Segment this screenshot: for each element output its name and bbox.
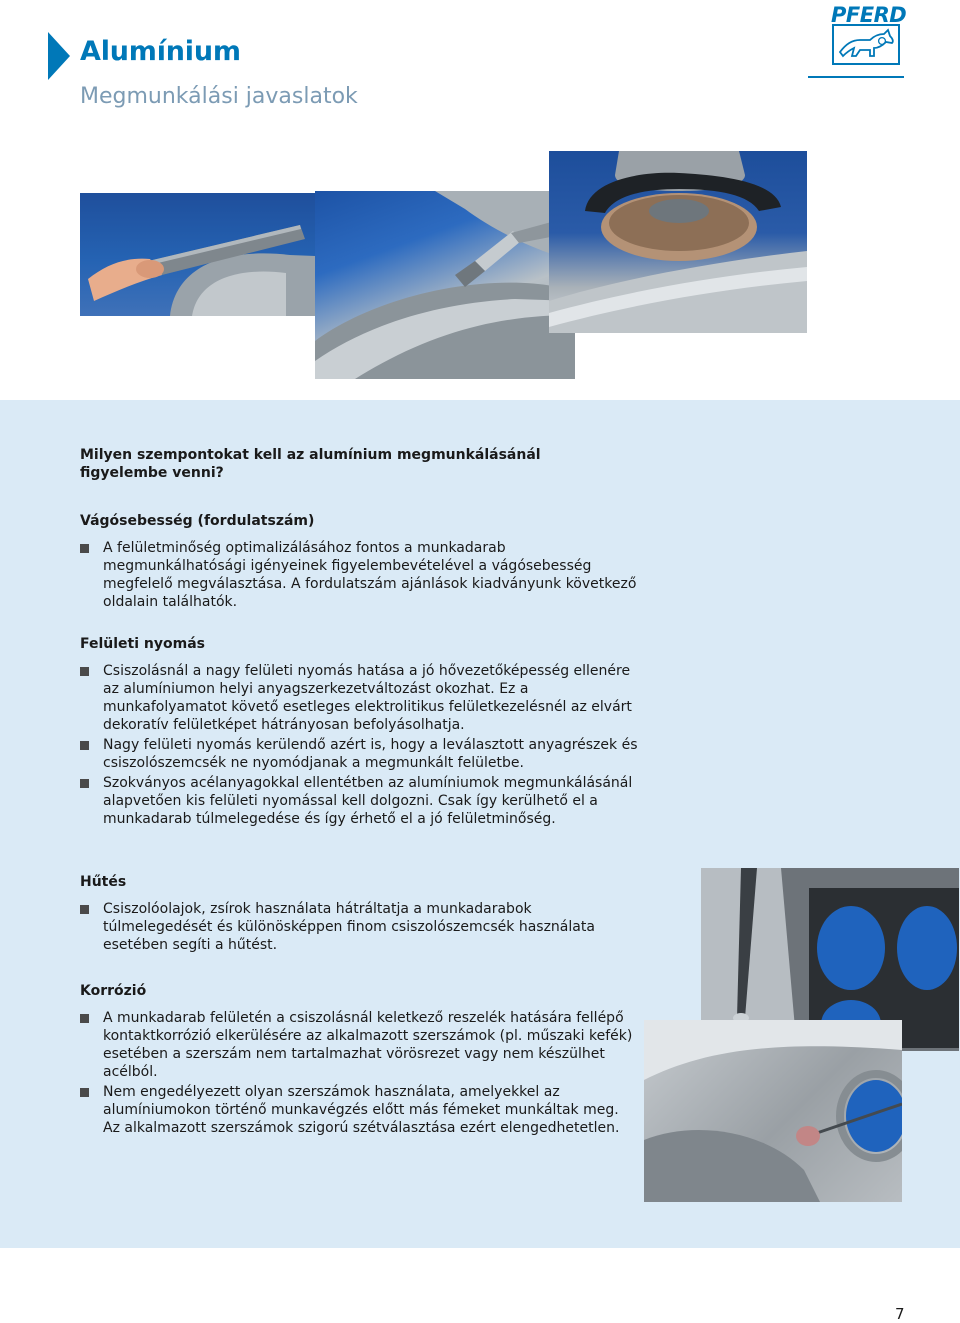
header-rule [808, 76, 904, 78]
page-subtitle: Megmunkálási javaslatok [80, 84, 358, 109]
section-cooling [80, 873, 640, 956]
horse-logo-icon [832, 24, 900, 65]
bullet-square-icon [80, 544, 89, 553]
intro-question: Milyen szempontokat kell az alumínium megmunkálásánál figyelembe venni? [80, 447, 541, 481]
list-item-text: Nagy felületi nyomás kerülendő azért is, hogy a leválasztott anyagrészek és csiszolószemcsék ne nyomódjanak a megmunkált felületbe. [103, 737, 638, 771]
list-item [80, 900, 640, 954]
bullet-square-icon [80, 905, 89, 914]
list-item [80, 774, 640, 828]
section-cutting-speed [80, 512, 640, 613]
photo-carbide-burr [315, 191, 575, 379]
section-surface-pressure [80, 635, 640, 830]
bullet-square-icon [80, 779, 89, 788]
section-heading: Felületi nyomás [80, 636, 205, 652]
page-number: 7 [895, 1305, 905, 1323]
section-heading: Vágósebesség (fordulatszám) [80, 513, 315, 529]
list-item [80, 1009, 640, 1081]
photo-hand-file [80, 193, 340, 316]
photo-mounted-point [644, 1020, 902, 1202]
list-item [80, 662, 640, 734]
bullet-square-icon [80, 1088, 89, 1097]
list-item-text: A felületminőség optimalizálásához fontos a munkadarab megmunkálhatósági igényeinek figyelembevételével a vágósebesség megfelelő megválasztása. A fordulatszám ajánlások kiadványunk következő oldalain találhatók. [103, 540, 637, 610]
list-item-text: Szokványos acélanyagokkal ellentétben az alumíniumok megmunkálásánál alapvetően kis felületi nyomással kell dolgozni. Csak így kerülhető el a munkadarab túlmelegedése és így érhető el a jó felületminőség. [103, 775, 633, 827]
logo-wordmark: PFERD [831, 3, 907, 27]
section-heading: Korrózió [80, 983, 147, 999]
bullet-square-icon [80, 741, 89, 750]
photo-angle-grinder [549, 151, 807, 333]
list-item [80, 736, 640, 772]
list-item [80, 1083, 640, 1137]
bullet-square-icon [80, 1014, 89, 1023]
page-title: Alumínium [80, 36, 241, 67]
list-item-text: Nem engedélyezett olyan szerszámok használata, amelyekkel az alumíniumokon történő munkavégzés előtt más fémeket munkáltak meg. Az alkalmazott szerszámok szigorú szétválasztása ezért elengedhetetlen. [103, 1084, 620, 1136]
title-chevron-icon [48, 32, 70, 80]
list-item [80, 539, 640, 611]
section-corrosion [80, 982, 640, 1139]
bullet-square-icon [80, 667, 89, 676]
section-heading: Hűtés [80, 874, 127, 890]
list-item-text: Csiszolóolajok, zsírok használata hátráltatja a munkadarabok túlmelegedését és különösképpen finom csiszolószemcsék használata esetében segíti a hűtést. [103, 901, 595, 953]
list-item-text: Csiszolásnál a nagy felületi nyomás hatása a jó hővezetőképesség ellenére az alumíniumon helyi anyagszerkezetváltozást okozhat. Ez a munkafolyamatot követő esetleges elektrolitikus felületkezelésnél az elvárt dekoratív felületképet hátrányosan befolyásolhatja. [103, 663, 632, 733]
list-item-text: A munkadarab felületén a csiszolásnál keletkező reszelék hatására fellépő kontaktkorrózió elkerülésére az alkalmazott szerszámok (pl. műszaki kefék) esetében a szerszám nem tartalmazhat vörösrezet vagy nem készülhet acélból. [103, 1010, 633, 1080]
